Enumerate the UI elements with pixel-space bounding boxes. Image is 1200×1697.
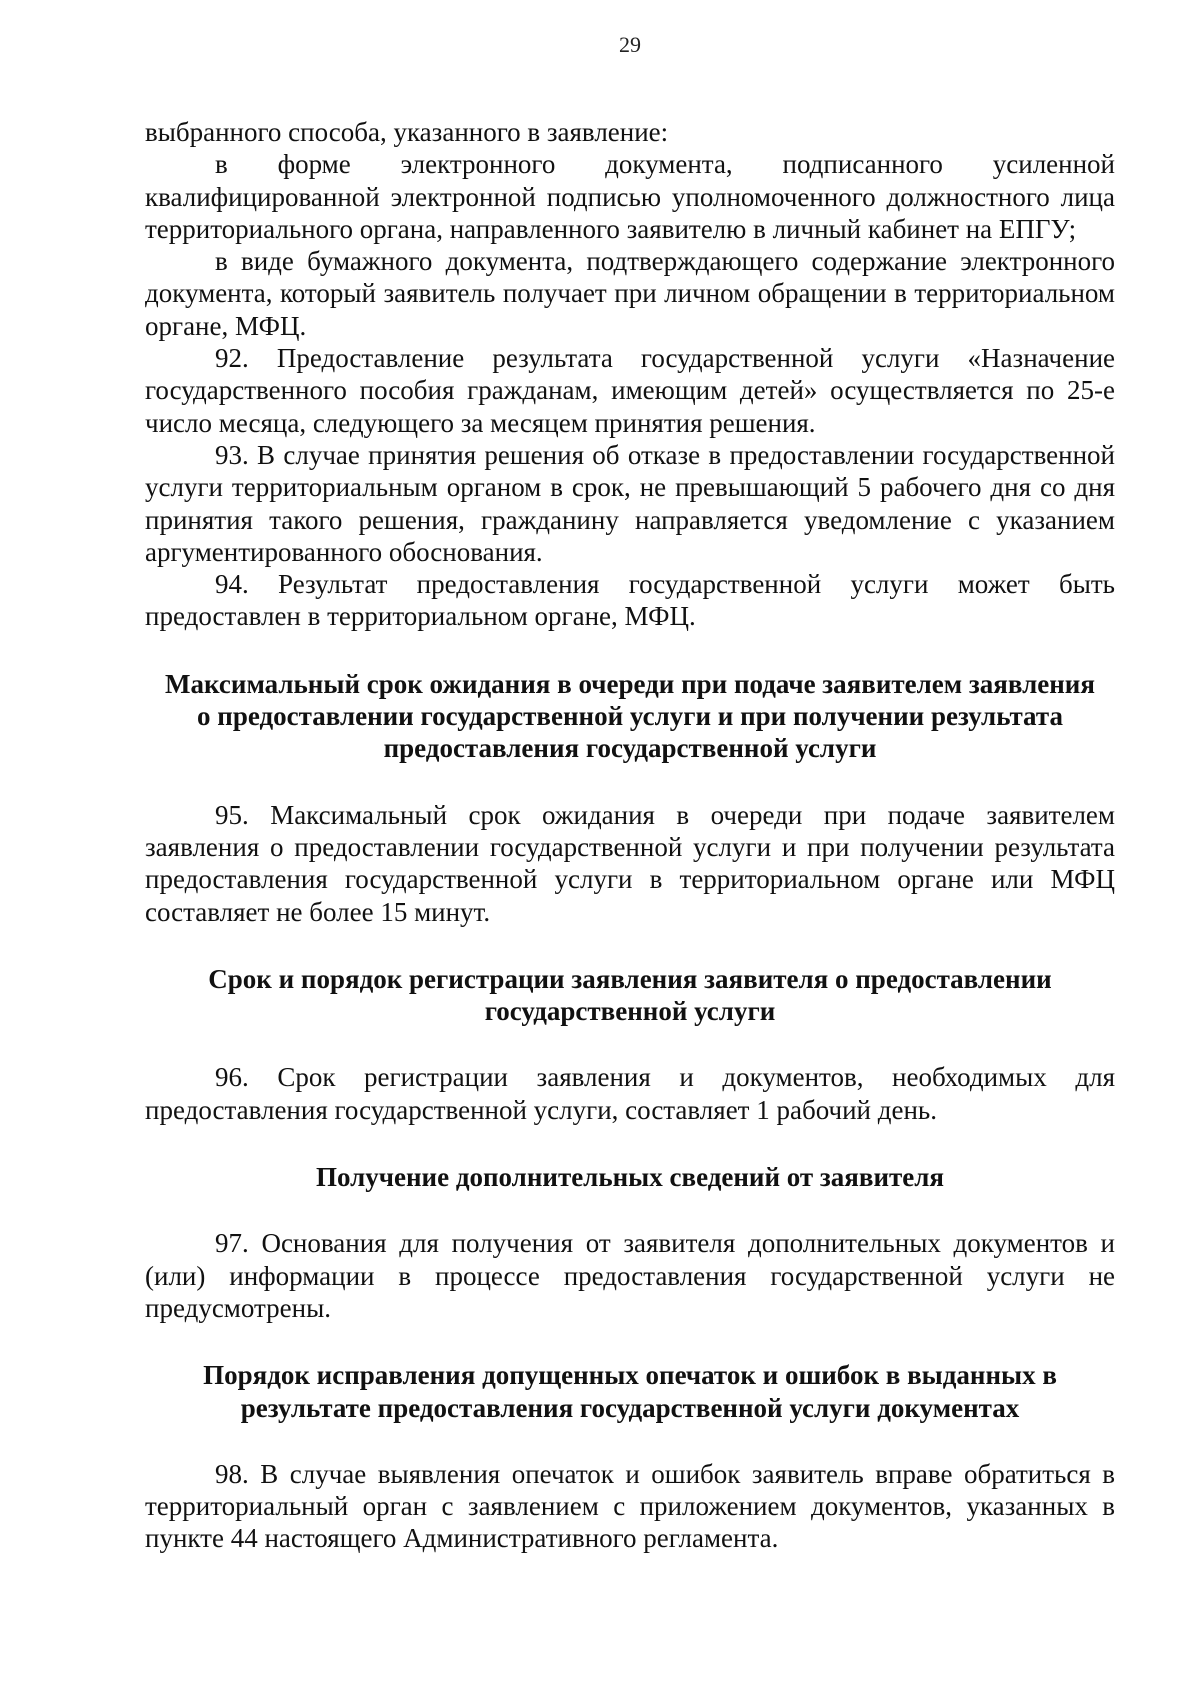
paragraph-95: 95. Максимальный срок ожидания в очереди при подаче заявителем заявления о предоставлении государственной услуги и при получении результата предоставления государственной услуги в территориальном органе или МФЦ составляет не более 15 минут. [145,799,1115,927]
document-body [145,116,1115,1555]
section-heading-corrections: Порядок исправления допущенных опечаток и ошибок в выданных в результате предоставления государственной услуги документах [203,1360,1057,1423]
paragraph-electronic-form: в форме электронного документа, подписанного усиленной квалифицированной электронной подписью уполномоченного должностного лица территориального органа, направленного заявителю в личный кабинет на ЕПГУ; [145,149,1115,244]
page-number: 29 [619,32,641,57]
paragraph-98: 98. В случае выявления опечаток и ошибок заявитель вправе обратиться в территориальный орган с заявлением с приложением документов, указанных в пункте 44 настоящего Административного регламента. [145,1458,1115,1554]
paragraph-97: 97. Основания для получения от заявителя дополнительных документов и (или) информации в процессе предоставления государственной услуги не предусмотрены. [145,1228,1115,1323]
section-heading-max-wait: Максимальный срок ожидания в очереди при подаче заявителем заявления о предоставлении государственной услуги и при получении результата предоставления государственной услуги [165,668,1095,764]
paragraph-96: 96. Срок регистрации заявления и документов, необходимых для предоставления государственной услуги, составляет 1 рабочий день. [145,1062,1115,1125]
paragraph-94: 94. Результат предоставления государственной услуги может быть предоставлен в территориальном органе, МФЦ. [145,569,1115,632]
paragraph-93: 93. В случае принятия решения об отказе в предоставлении государственной услуги территориальным органом в срок, не превышающий 5 рабочего дня со дня принятия такого решения, гражданину направляется уведомление с указанием аргументированного обоснования. [145,439,1115,567]
paragraph-paper-form: в виде бумажного документа, подтверждающего содержание электронного документа, который заявитель получает при личном обращении в территориальном органе, МФЦ. [145,246,1115,341]
paragraph-continuation: выбранного способа, указанного в заявление: [145,117,669,147]
paragraph-92: 92. Предоставление результата государственной услуги «Назначение государственного пособия гражданам, имеющим детей» осуществляется по 25-е число месяца, следующего за месяцем принятия решения. [145,343,1115,438]
section-heading-additional-info: Получение дополнительных сведений от заявителя [315,1162,945,1193]
section-heading-registration: Срок и порядок регистрации заявления заявителя о предоставлении государственной услуги [208,963,1052,1027]
